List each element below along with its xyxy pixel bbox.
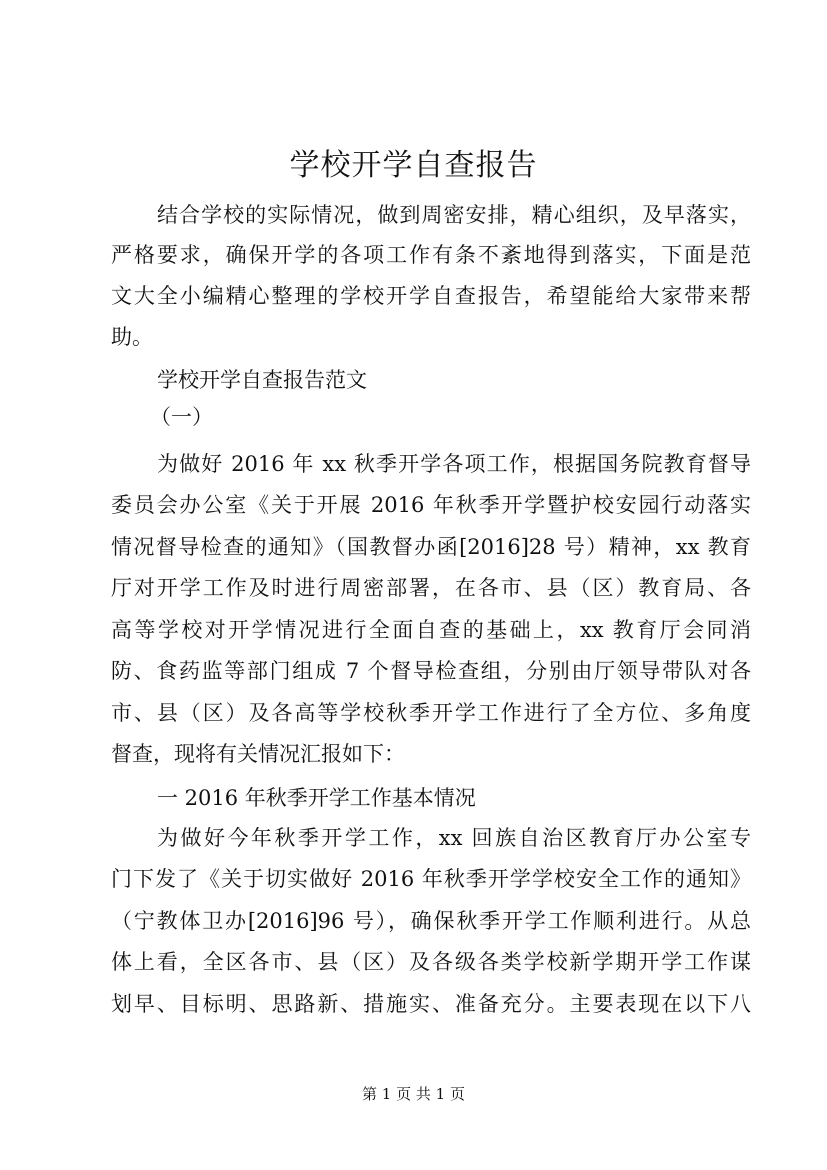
section-heading: 一 2016 年秋季开学工作基本情况 xyxy=(157,786,476,810)
paragraph-line: 情况督导检查的通知》（国教督办函[2016]28 号）精神，xx 教育 xyxy=(111,535,751,559)
paragraph-line: 委员会办公室《关于开展 2016 年秋季开学暨护校安园行动落实 xyxy=(111,493,751,517)
paragraph-line: 市、县（区）及各高等学校秋季开学工作进行了全方位、多角度 xyxy=(111,701,751,725)
paragraph-line: 划早、目标明、思路新、措施实、准备充分。主要表现在以下八 xyxy=(111,992,751,1016)
section-heading: 学校开学自查报告范文 xyxy=(157,368,367,392)
subsection-number: （一） xyxy=(150,405,213,429)
paragraph-line: 高等学校对开学情况进行全面自查的基础上，xx 教育厅会同消 xyxy=(111,618,751,642)
paragraph-line: 体上看，全区各市、县（区）及各级各类学校新学期开学工作谋 xyxy=(111,950,751,974)
paragraph-line: 严格要求，确保开学的各项工作有条不紊地得到落实，下面是范 xyxy=(111,243,751,267)
paragraph-line: （宁教体卫办[2016]96 号），确保秋季开学工作顺利进行。从总 xyxy=(111,909,751,933)
paragraph-line: 为做好 2016 年 xx 秋季开学各项工作，根据国务院教育督导 xyxy=(157,452,751,476)
paragraph-line: 门下发了《关于切实做好 2016 年秋季开学学校安全工作的通知》 xyxy=(111,867,751,891)
paragraph-line: 文大全小编精心整理的学校开学自查报告，希望能给大家带来帮 xyxy=(111,284,751,308)
paragraph-line: 防、食药监等部门组成 7 个督导检查组，分别由厅领导带队对各 xyxy=(111,659,751,683)
paragraph-line: 厅对开学工作及时进行周密部署，在各市、县（区）教育局、各 xyxy=(111,576,751,600)
page-footer: 第 1 页 共 1 页 xyxy=(362,1085,465,1103)
paragraph-line: 助。 xyxy=(111,325,153,349)
paragraph-line: 结合学校的实际情况，做到周密安排，精心组织，及早落实， xyxy=(157,203,751,227)
document-title: 学校开学自查报告 xyxy=(289,148,538,183)
paragraph-line: 督查，现将有关情况汇报如下： xyxy=(111,742,405,766)
paragraph-line: 为做好今年秋季开学工作，xx 回族自治区教育厅办公室专 xyxy=(157,826,751,850)
